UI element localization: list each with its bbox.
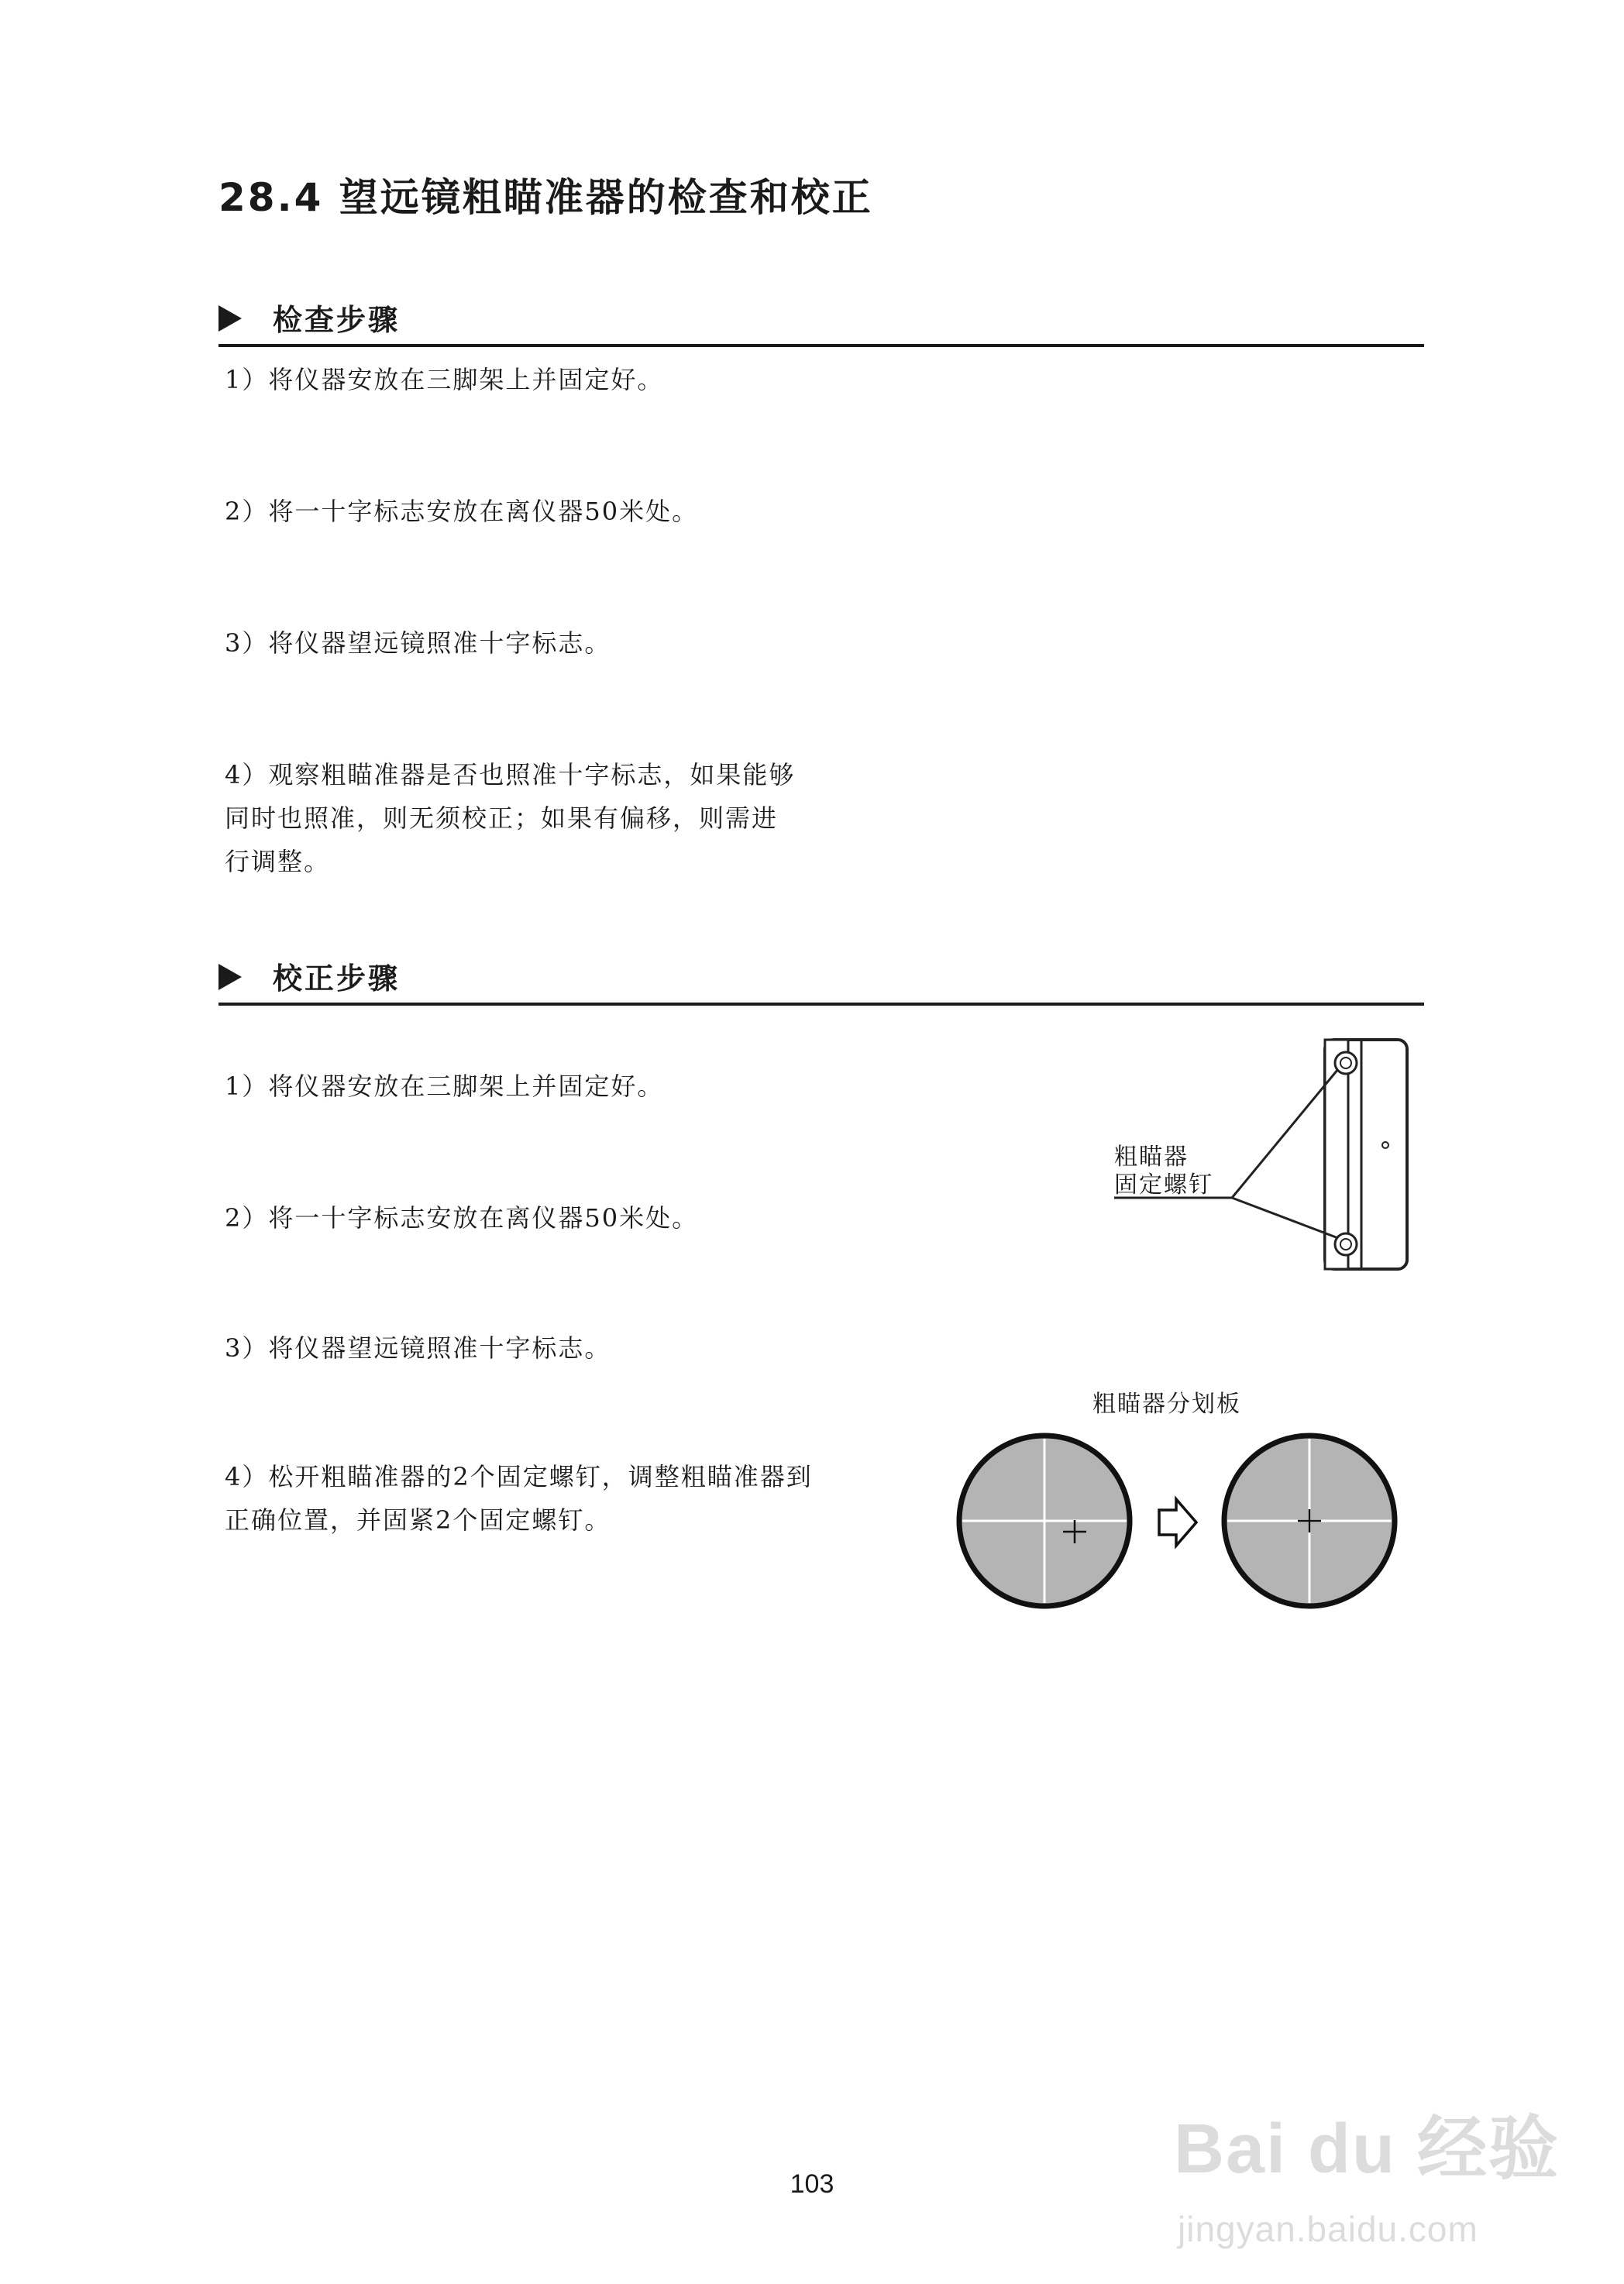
section-heading-check [218, 296, 1424, 347]
check-step-4-line-1: 4）观察粗瞄准器是否也照准十字标志，如果能够 [225, 760, 796, 789]
section-heading-adjust [218, 955, 1424, 1006]
reticle-label: 粗瞄器分划板 [1092, 1391, 1241, 1418]
check-step-4 [225, 753, 795, 883]
check-step-4-line-3: 行调整。 [225, 847, 331, 876]
adjust-step-3: 3）将仪器望远镜照准十字标志。 [225, 1333, 611, 1363]
screw-label-line-2: 固定螺钉 [1114, 1171, 1213, 1199]
adjust-step-4-line-1: 4）松开粗瞄准器的2个固定螺钉，调整粗瞄准器到 [225, 1462, 813, 1491]
arrow-right-icon [1159, 1499, 1196, 1546]
adjust-step-2: 2）将一十字标志安放在离仪器50米处。 [225, 1203, 699, 1233]
screw-label-line-1: 粗瞄器 [1114, 1144, 1189, 1171]
watermark-url: jingyan.baidu.com [1178, 2209, 1478, 2249]
check-step-2: 2）将一十字标志安放在离仪器50米处。 [225, 497, 699, 526]
leader-line-top [1232, 1069, 1338, 1198]
screw-label [1114, 1144, 1213, 1199]
adjust-step-4 [225, 1455, 813, 1542]
leader-line-bottom [1232, 1198, 1338, 1238]
watermark-logo: Bai du 经验 [1174, 2110, 1560, 2188]
triangle-bullet-icon [218, 964, 242, 990]
adjust-step-4-line-2: 正确位置，并固紧2个固定螺钉。 [225, 1505, 611, 1535]
page-title: 28.4 望远镜粗瞄准器的检查和校正 [218, 175, 873, 220]
check-step-3: 3）将仪器望远镜照准十字标志。 [225, 628, 611, 658]
triangle-bullet-icon [218, 305, 242, 332]
section-heading-label: 校正步骤 [273, 961, 401, 996]
section-heading-label: 检查步骤 [273, 303, 401, 337]
reticle-figure [953, 1429, 1418, 1615]
adjust-step-1: 1）将仪器安放在三脚架上并固定好。 [225, 1071, 664, 1101]
check-step-4-line-2: 同时也照准，则无须校正；如果有偏移，则需进 [225, 803, 779, 833]
check-step-1: 1）将仪器安放在三脚架上并固定好。 [225, 365, 664, 394]
page-number: 103 [790, 2169, 834, 2199]
screw-bottom-icon [1335, 1233, 1357, 1255]
